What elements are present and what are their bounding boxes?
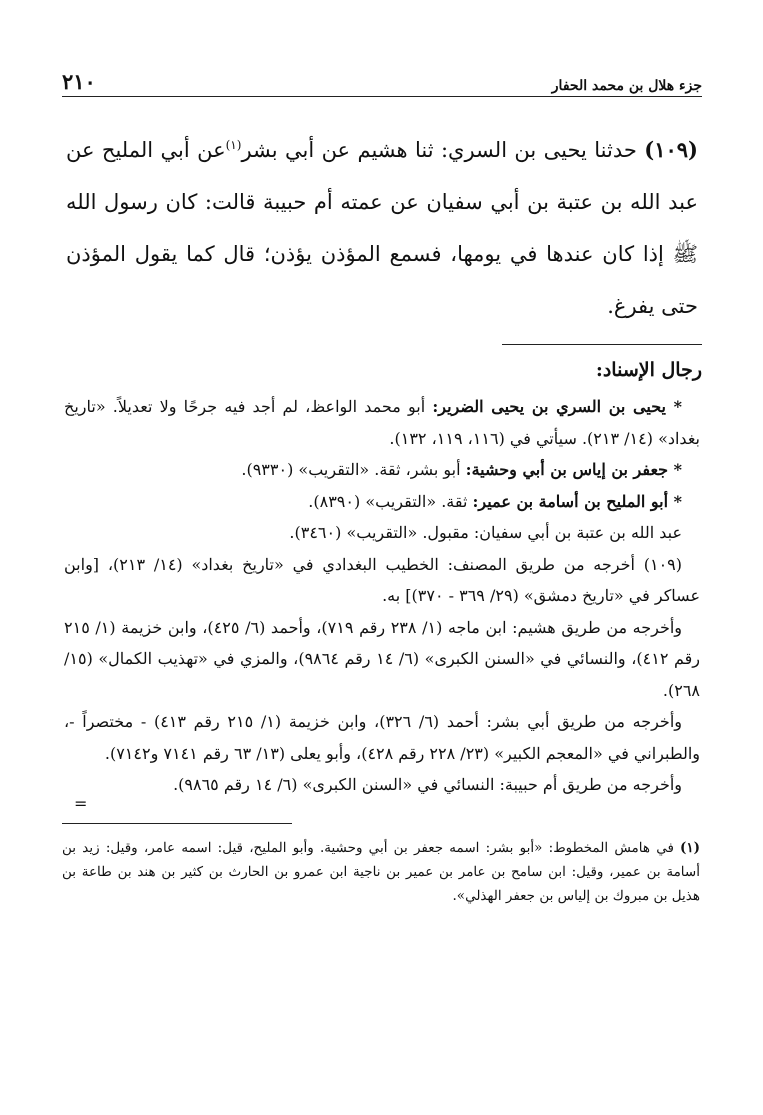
page-number: ٢١٠ [62,69,96,94]
section-divider [502,344,702,345]
takhrij-paragraph: (١٠٩) أخرجه من طريق المصنف: الخطيب البغدادي في «تاريخ بغداد» (١٤/ ٢١٣)، [وابن عساكر في «تاريخ دمشق» (٢٩/ ٣٦٩ - ٣٧٠)] به. [64,554,700,605]
narrator-entry [62,517,702,549]
narrator-name: * أبو المليح بن أسامة بن عمير: [472,491,682,511]
narrator-text: ثقة. «التقريب» (٨٣٩٠). [308,491,468,511]
narrator-text: أبو بشر، ثقة. «التقريب» (٩٣٣٠). [241,460,461,479]
book-page [62,58,702,1098]
takhrij-paragraph: وأخرجه من طريق أم حبيبة: النسائي في «السنن الكبرى» (٦/ ١٤ رقم ٩٨٦٥). [173,775,682,794]
narrator-text: عبد الله بن عتبة بن أبي سفيان: مقبول. «التقريب» (٣٤٦٠). [289,523,682,542]
footnote-divider [62,823,292,824]
section-title: رجال الإسناد: [595,359,702,381]
continuation-mark: = [74,793,88,813]
notes-body [62,391,702,801]
footnote-mark: (١) [679,839,700,856]
hadith-text-b: عن أبي المليح عن عبد الله بن عتبة بن أبي سفيان عن عمته أم حبيبة قالت: كان رسول الله ﷺ إذا كان عندها في يومها، فسمع المؤذن يؤذن؛ قال كما يقول المؤذن حتى يفرغ. [66,138,698,318]
footnote [62,836,702,908]
hadith-text-a: حدثنا يحيى بن السري: ثنا هشيم عن أبي بشر [241,138,637,162]
takhrij-paragraph: وأخرجه من طريق أبي بشر: أحمد (٦/ ٣٢٦)، وابن خزيمة (١/ ٢١٥ رقم ٤١٣) - مختصراً -، والطبراني في «المعجم الكبير» (٢٣/ ٢٢٨ رقم ٤٢٨)، وأبو يعلى (١٣/ ٦٣ رقم ٧١٤١ و٧١٤٢). [64,712,700,763]
takhrij-paragraph: وأخرجه من طريق هشيم: ابن ماجه (١/ ٢٣٨ رقم ٧١٩)، وأحمد (٦/ ٤٢٥)، وابن خزيمة (١/ ٢١٥ رقم ٤١٢)، والنسائي في «السنن الكبرى» (٦/ ١٤ رقم ٩٨٦٤)، والمزي في «تهذيب الكمال» (١٥/ ٢٦٨). [64,617,701,700]
footnote-text: في هامش المخطوط: «أبو بشر: اسمه جعفر بن أبي وحشية. وأبو المليح، قيل: اسمه عامر، وقيل: زيد بن أسامة بن عمير، وقيل: ابن سامح بن عامر بن عمير بن ناجية ابن عمرو بن الحارث بن كثير بن هند بن طاعة بن هذيل بن مبروك بن إلياس بن جعفر الهذلي». [62,839,700,904]
page-header [62,58,702,97]
narrator-entry [62,391,702,454]
narrator-name: * يحيى بن السري بن يحيى الضرير: [432,397,683,416]
running-title: جزء هلال بن محمد الحفار [551,78,702,94]
hadith-number: (١٠٩) [644,137,698,162]
footnote-reference[interactable]: (١) [225,138,242,152]
narrator-text: أبو محمد الواعظ، لم أجد فيه جرحًا ولا تعديلاً. «تاريخ بغداد» (١٤/ ٢١٣). سيأتي في (١١٦، ١١٩، ١٣٢). [64,397,700,448]
narrator-entry [62,486,702,518]
hadith-text [62,119,702,332]
narrator-entry [62,454,702,486]
narrator-name: * جعفر بن إياس بن أبي وحشية: [465,460,682,479]
